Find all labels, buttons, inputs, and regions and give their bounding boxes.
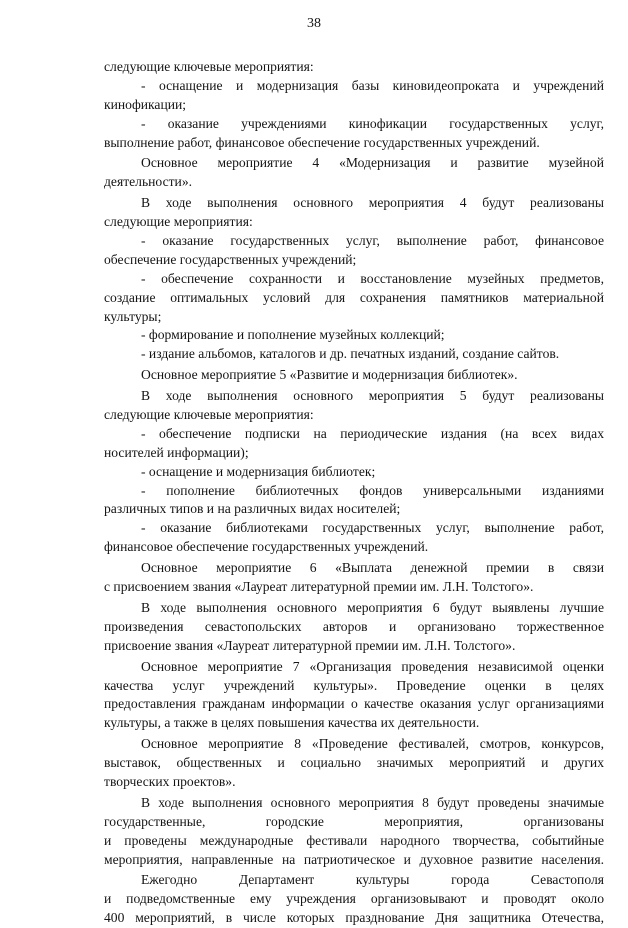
text-line: предоставления гражданам информации о качестве оказания услуг организациями — [104, 696, 604, 712]
text-line: В ходе выполнения основного мероприятия 5 будут реализованы — [141, 388, 604, 404]
text-line: следующие ключевые мероприятия: — [104, 59, 314, 74]
text-line: - обеспечение подписки на периодические издания (на всех видах — [141, 425, 604, 441]
text-line: и проведены международные фестивали народного творчества, событийные — [104, 832, 604, 848]
text-line: Основное мероприятие 4 «Модернизация и развитие музейной — [141, 155, 604, 171]
text-line: мероприятия, направленные на патриотическое и духовное развитие населения. — [104, 851, 604, 867]
page-number: 38 — [307, 16, 321, 31]
text-line: деятельности». — [104, 174, 193, 190]
text-line: - оснащение и модернизация базы киновидеопроката и учреждений — [141, 77, 604, 93]
text-line: создание оптимальных условий для сохранения памятников материальной — [104, 289, 604, 305]
text-line: - формирование и пополнение музейных коллекций; — [141, 327, 445, 343]
text-line: Основное мероприятие 7 «Организация проведения независимой оценки — [141, 658, 604, 674]
text-line: обеспечение государственных учреждений; — [104, 251, 357, 267]
text-line: В ходе выполнения основного мероприятия 6 будут выявлены лучшие — [141, 599, 604, 615]
text-line: следующие мероприятия: — [104, 214, 253, 230]
text-line: различных типов и на различных видах носителей; — [104, 501, 401, 517]
text-line: качества услуг учреждений культуры». Проведение оценки в целях — [104, 677, 604, 693]
text-line: выставок, общественных и социально значимых мероприятий и других — [104, 755, 604, 771]
text-line: В ходе выполнения основного мероприятия 4 будут реализованы — [141, 195, 604, 211]
text-line: 400 мероприятий, в числе которых празднование Дня защитника Отечества, — [104, 910, 604, 926]
text-line: культуры; — [104, 308, 162, 324]
text-line: носителей информации); — [104, 444, 249, 460]
text-line: - обеспечение сохранности и восстановление музейных предметов, — [141, 270, 604, 286]
text-line: следующие ключевые мероприятия: — [104, 407, 314, 423]
text-line: - оказание библиотеками государственных услуг, выполнение работ, — [141, 520, 604, 536]
text-line: - издание альбомов, каталогов и др. печатных изданий, создание сайтов. — [141, 346, 560, 362]
text-line: и подведомственные ему учреждения организовывают и проводят около — [104, 891, 604, 907]
text-line: Основное мероприятие 8 «Проведение фестивалей, смотров, конкурсов, — [141, 736, 604, 752]
text-line: творческих проектов». — [104, 773, 236, 789]
text-line: Ежегодно Департамент культуры города Севастополя — [141, 872, 604, 888]
text-line: культуры, а также в целях повышения качества их деятельности. — [104, 715, 480, 731]
text-line: присвоение звания «Лауреат литературной премии им. Л.Н. Толстого». — [104, 637, 516, 653]
body-text — [104, 58, 604, 928]
text-line: - оснащение и модернизация библиотек; — [141, 463, 376, 479]
text-line: Основное мероприятие 6 «Выплата денежной премии в связи — [141, 560, 604, 576]
text-line: - оказание государственных услуг, выполнение работ, финансовое — [141, 233, 604, 249]
text-line: кинофикации; — [104, 96, 187, 112]
text-line: В ходе выполнения основного мероприятия 8 будут проведены значимые — [141, 794, 604, 810]
text-line: с присвоением звания «Лауреат литературной премии им. Л.Н. Толстого». — [104, 579, 534, 595]
text-line: Основное мероприятие 5 «Развитие и модернизация библиотек». — [141, 367, 518, 383]
text-line: - оказание учреждениями кинофикации государственных услуг, — [141, 115, 604, 131]
text-line: выполнение работ, финансовое обеспечение государственных учреждений. — [104, 134, 540, 150]
text-line: - пополнение библиотечных фондов универсальными изданиями — [141, 482, 604, 498]
text-line: государственные, городские мероприятия, организованы — [104, 813, 604, 829]
text-line: финансовое обеспечение государственных учреждений. — [104, 539, 429, 555]
text-line: произведения севастопольских авторов и организовано торжественное — [104, 618, 604, 634]
